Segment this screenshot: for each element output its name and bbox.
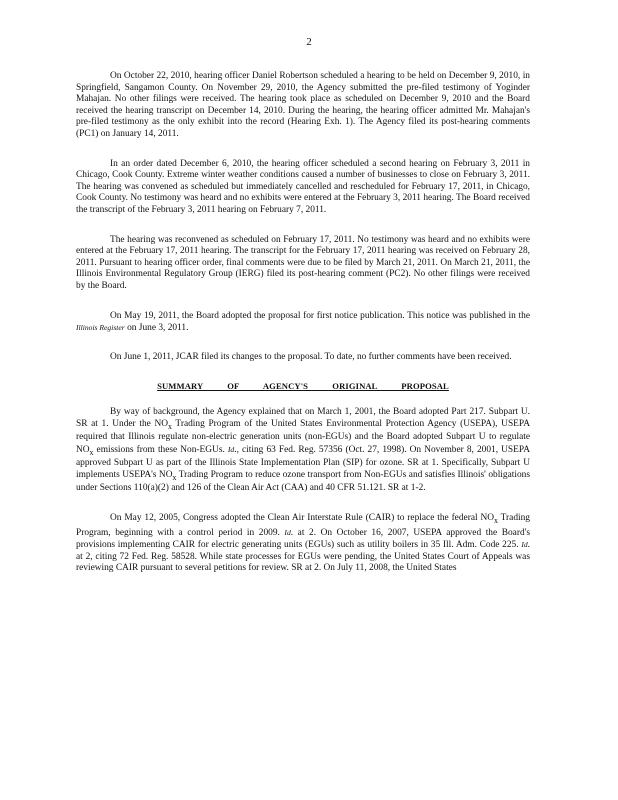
- italic-text: Id: [227, 444, 235, 454]
- text-run: . at 2, citing 72 Fed. Reg. 58528. While state processes for EGUs were pending, the United States Court of Appeals was reviewing CAIR pursuant to several petitions for review. SR at 2. On July 11, 2008, the United States: [76, 540, 530, 574]
- section-heading: SUMMARY OF AGENCY'S ORIGINAL PROPOSAL: [157, 381, 449, 392]
- text-run: ., citing 63 Fed. Reg. 57356 (Oct. 27, 1998). On November 8, 2001, USEPA approved Subpart U as part of the Illinois State Implementation Plan (SIP) for ozone. SR at 1. Specifically, Subpart U implements USEPA's NO: [76, 444, 530, 480]
- paragraph-first-notice: [76, 311, 530, 335]
- paragraph-reconvened-hearing: The hearing was reconvened as scheduled on February 17, 2011. No testimony was heard and no exhibits were entered at the February 17, 2011 hearing. The transcript for the February 17, 2011 hearing was received on February 28, 2011. Pursuant to hearing officer order, final comments were due to be filed by March 21, 2011. On March 21, 2011, the Illinois Environmental Regulatory Group (IERG) filed its post-hearing comment (PC2). No other filings were received by the Board.: [76, 234, 530, 291]
- subscript: x: [172, 472, 177, 482]
- text-run: emissions from these Non-EGUs.: [93, 444, 228, 455]
- text-run: . at 2. On October 16, 2007, USEPA approved the Board's provisions implementing CAIR for electric generating units (EGUs) such as utility boilers in 35 Ill. Adm. Code 225.: [76, 527, 530, 551]
- text-run: On May 12, 2005, Congress adopted the Clean Air Interstate Rule (CAIR) to replace the federal NO: [110, 513, 495, 524]
- paragraph-jcar-changes: On June 1, 2011, JCAR filed its changes to the proposal. To date, no further comments have been received.: [110, 351, 512, 362]
- paragraph-background: [76, 407, 530, 495]
- page-number: 2: [306, 36, 312, 48]
- subscript: x: [89, 447, 94, 457]
- paragraph-cair: [76, 513, 530, 575]
- text-run: on June 3, 2011.: [124, 323, 189, 334]
- text-run: Trading Program, beginning with a control period in 2009.: [76, 513, 530, 538]
- italic-text: Illinois Register: [76, 323, 125, 333]
- text-run: On May 19, 2011, the Board adopted the proposal for first notice publication. This notice was published in the: [110, 310, 530, 321]
- document-body: [76, 71, 530, 593]
- subscript: x: [494, 515, 498, 525]
- italic-text: Id: [284, 527, 291, 537]
- paragraph-second-hearing: In an order dated December 6, 2010, the hearing officer scheduled a second hearing on February 3, 2011 in Chicago, Cook County. Extreme winter weather conditions caused a number of businesses to close on February 3, 2011. The hearing was convened as scheduled but immediately cancelled and rescheduled for February 17, 2011, in Chicago, Cook County. No testimony was heard and no exhibits were entered at the February 3, 2011 hearing. The Board received the transcript of the February 3, 2011 hearing on February 7, 2011.: [76, 158, 530, 215]
- text-run: By way of background, the Agency explained that on March 1, 2001, the Board adopted Part 217. Subpart U. SR at 1. Under the NO: [76, 407, 530, 429]
- text-run: Trading Program to reduce ozone transport from Non-EGUs and satisfies Illinois' obligations under Sections 110(a)(2) and 126 of the Clean Air Act (CAA) and 40 CFR 51.121. SR at 1-2.: [76, 470, 530, 494]
- paragraph-first-hearing: On October 22, 2010, hearing officer Daniel Robertson scheduled a hearing to be held on December 9, 2010, in Springfield, Sangamon County. On November 29, 2010, the Agency submitted the pre-filed testimony of Yoginder Mahajan. No other filings were received. The hearing took place as scheduled on December 9, 2010 and the Board received the hearing transcript on December 14, 2010. During the hearing, the hearing officer admitted Mr. Mahajan's pre-filed testimony as the only exhibit into the record (Hearing Exh. 1). The Agency filed its post-hearing comments (PC1) on January 14, 2011.: [76, 71, 530, 139]
- italic-text: Id: [521, 540, 528, 550]
- text-run: Trading Program of the United States Environmental Protection Agency (USEPA), USEPA required that Illinois regulate non-electric generation units (non-EGUs) and the Board adopted Subpart U to regulate NO: [76, 418, 531, 455]
- subscript: x: [168, 421, 172, 431]
